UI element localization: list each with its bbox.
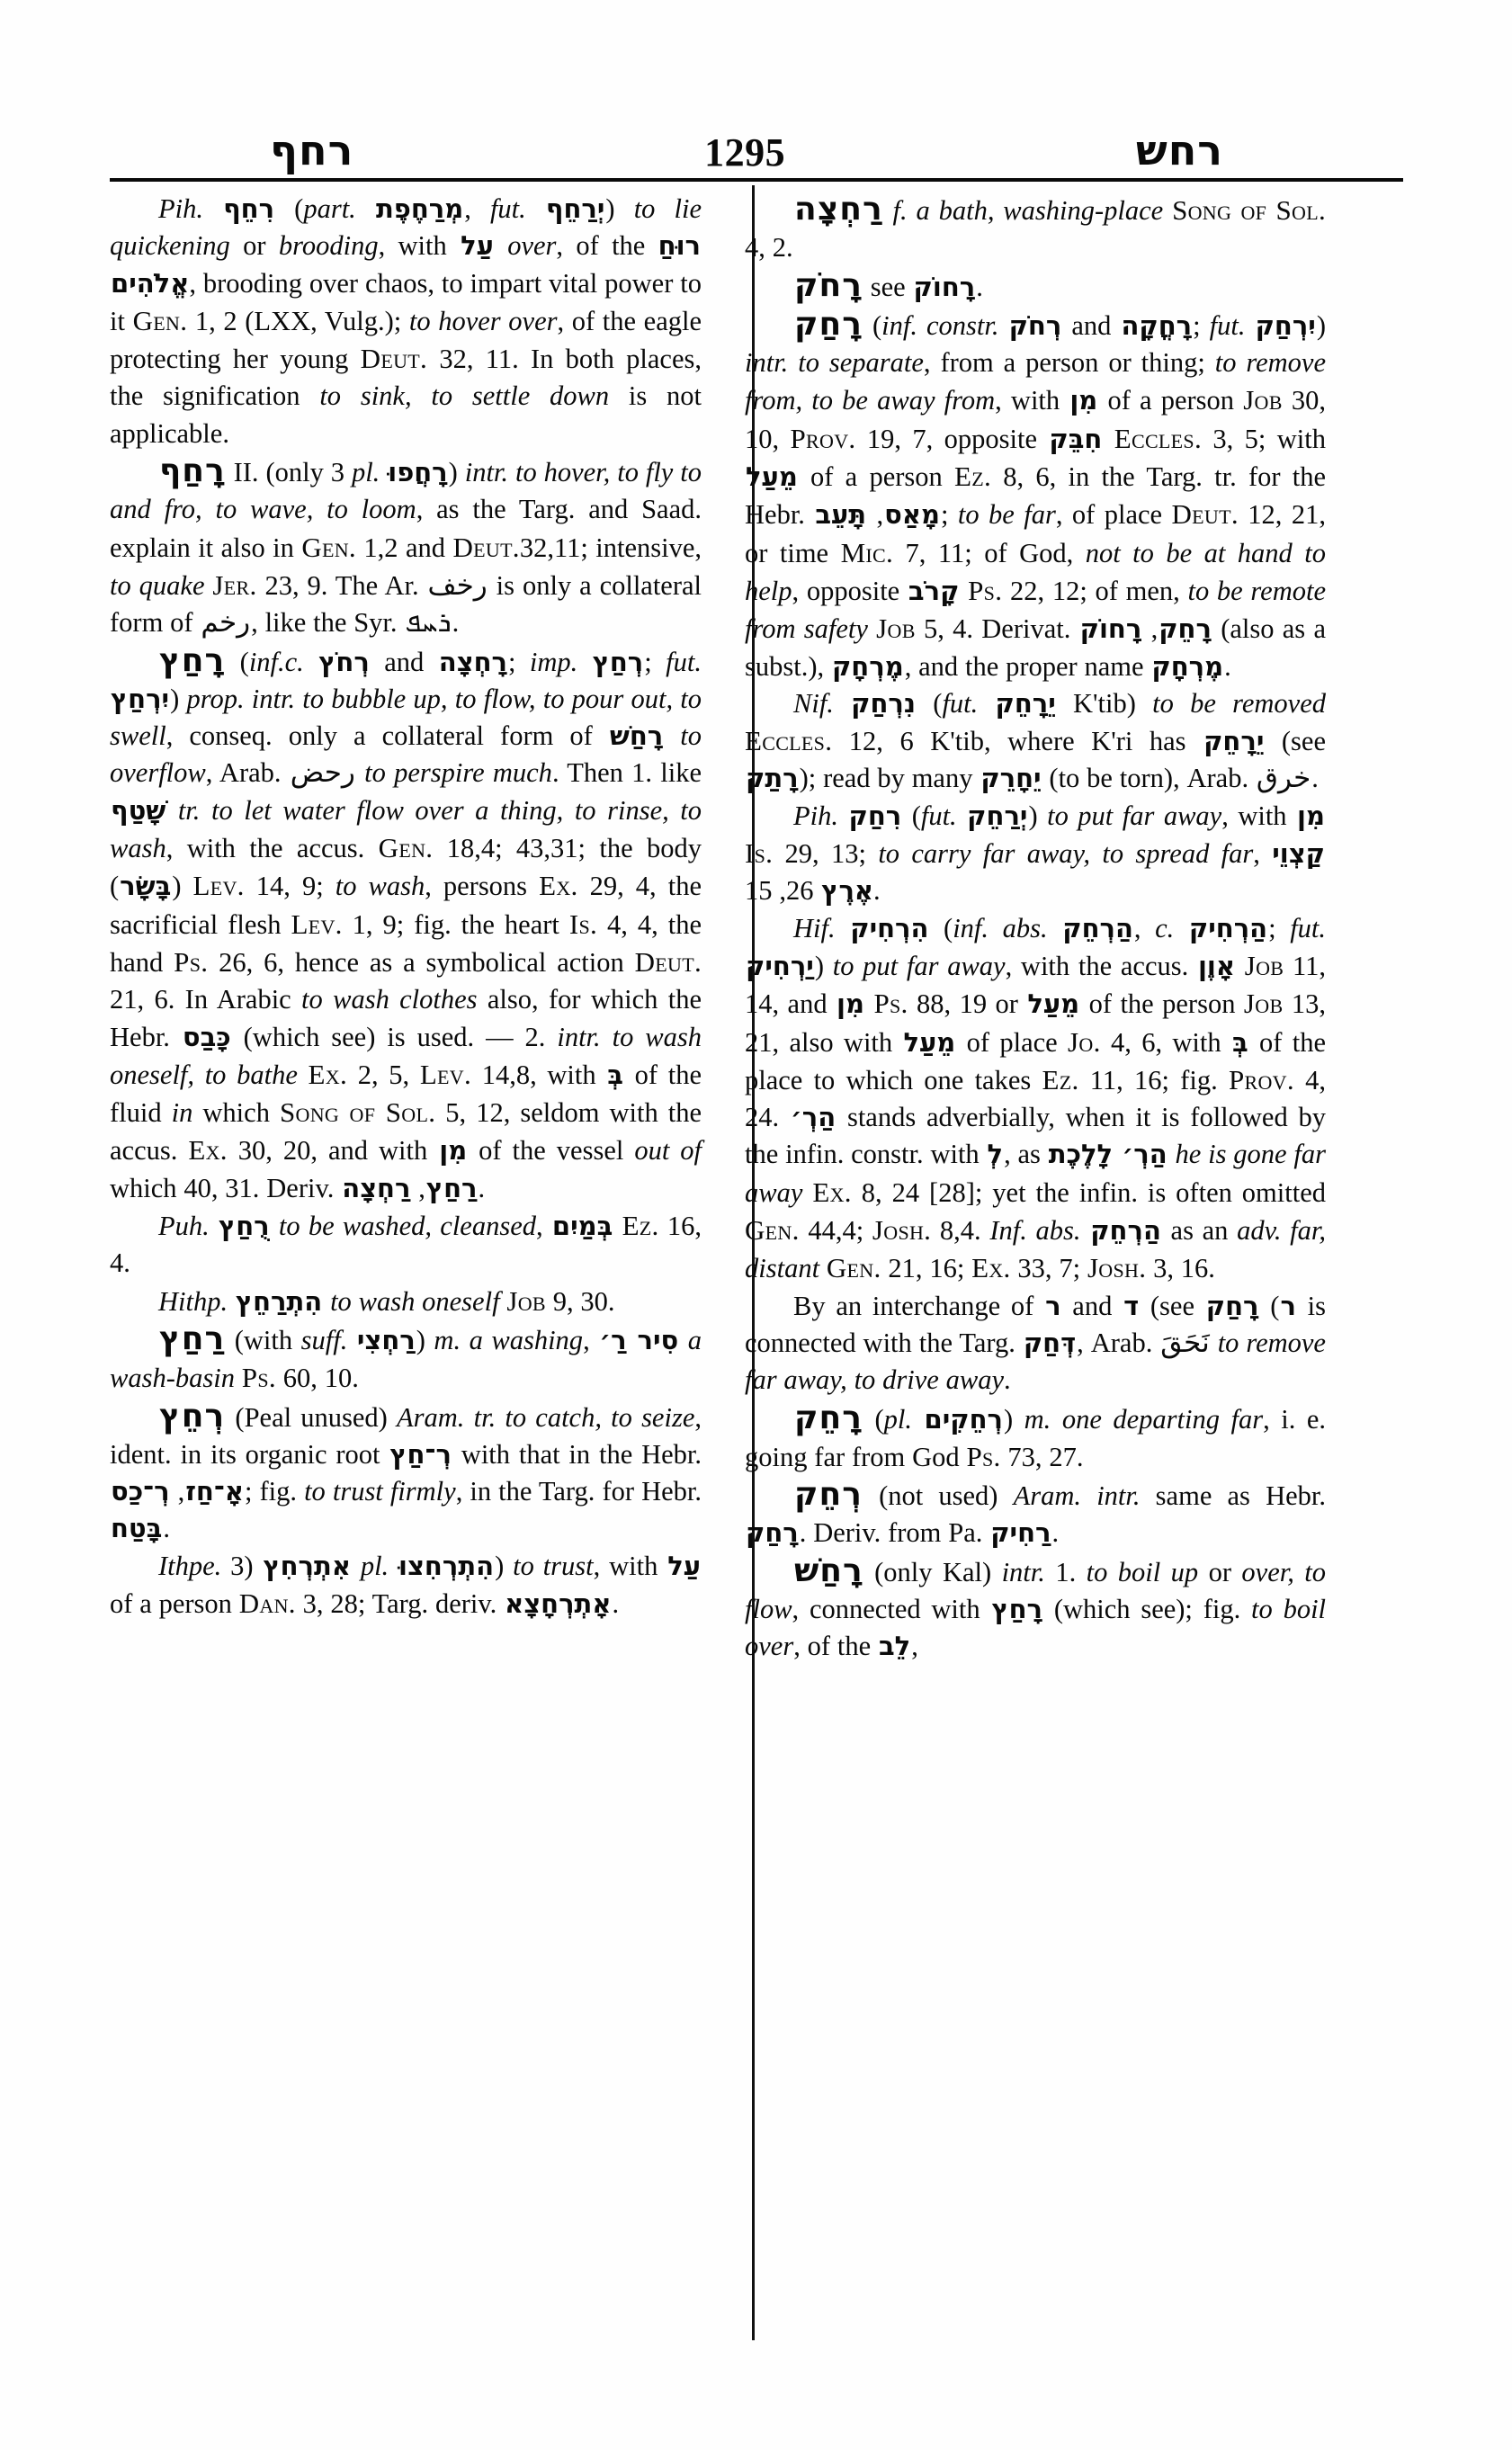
dictionary-entry: Nif. נִרְחַק (fut. יֵרָחֵק K'tib) to be removed Eccles. 12, 6 K'tib, where K'ri has יֵרָחֵק (see רָתַק); read by many יֵחָרֵק (to be torn), Arab. خرق. xyxy=(745,687,1327,795)
page-number: 1295 xyxy=(704,130,786,174)
column-right xyxy=(718,191,1326,2349)
column-left xyxy=(110,191,718,2349)
header-rule xyxy=(110,178,1403,182)
running-head-left-hebrew: רחף xyxy=(270,126,354,174)
body-columns xyxy=(110,191,1403,2349)
running-head xyxy=(108,106,1403,174)
dictionary-entry: רָחַץ (inf.c. רְחֹץ and רָחְצָה; imp. רְחַץ; fut. יִרְחַץ) prop. intr. to bubble up, to flow, to pour out, to swell, conseq. only a collateral form of רָחַשׁ to overflow, Arab. رحض to perspire much. Then 1. like שָׁטַף tr. to let water flow over a thing, to rinse, to wash, with the accus. Gen. 18,4; 43,31; the body (בָּשָׂר) Lev. 14, 9; to wash, persons Ex. 29, 4, the sacrificial flesh Lev. 1, 9; fig. the heart Is. 4, 4, the hand Ps. 26, 6, hence as a symbolical action Deut. 21, 6. In Arabic to wash clothes also, for which the Hebr. כָּבַס (which see) is used. — 2. intr. to wash oneself, to bathe Ex. 2, 5, Lev. 14,8, with בְּ of the fluid in which Song of Sol. 5, 12, seldom with the accus. Ex. 30, 20, and with מִן of the vessel out of which 40, 31. Deriv. רַחַץ, רַחְצָה . xyxy=(110,641,702,1203)
dictionary-entry: Pih. רִחֵף (part. מְרַחֶפֶת, fut. יְרַחֵף) to lie quickening or brooding, with עַל over, of the רוּחַ אֱלֹהִים, brooding over chaos, to impart vital power to it Gen. 1, 2 (LXX, Vulg.); to hover over, of the eagle protecting her young Deut. 32, 11. In both places, the signification to sink, to settle down is not applicable. xyxy=(110,193,702,449)
dictionary-entry: Hif. הִרְחִיק (inf. abs. הַרְחֵק, c. הַרְחִיק; fut. יַרְחִיק) to put far away, with the accus. אָוֶן Job 11, 14, and מִן Ps. 88, 19 or מֵעַל of the person Job 13, 21, also with מֵעַל of place Jo. 4, 6, with בְּ of the place to which one takes Ez. 11, 16; fig. Prov. 4, 24. הַרְ׳ stands adverbially, when it is followed by the infin. constr. with לְ, as הַרְ׳ לָלֶכֶת he is gone far away Ex. 8, 24 [28]; yet the infin. is often omitted Gen. 44,4; Josh. 8,4. Inf. abs. הַרְחֵק as an adv. far, distant Gen. 21, 16; Ex. 33, 7; Josh. 3, 16. xyxy=(745,912,1327,1284)
dictionary-entry: רָחַק (inf. constr. רְחֹק and רָחֳקָה; fut. יִרְחַק) intr. to separate, from a person or thing; to remove from, to be away from, with מִן of a person Job 30, 10, Prov. 19, 7, opposite חִבֵּק Eccles. 3, 5; with מֵעַל of a person Ez. 8, 6, in the Targ. tr. for the Hebr. מָאַס, תָּעֵב ; to be far, of place Deut. 12, 21, or time Mic. 7, 11; of God, not to be at hand to help, opposite קָרֹב Ps. 22, 12; of men, to be remote from safety Job 5, 4. Derivat. רָחֵק, רָחוֹק (also as a subst.), מֶרְחָק, and the proper name מֶרְחָק. xyxy=(745,305,1327,682)
dictionary-entry: רָחֹק see רָחוֹק. xyxy=(794,266,983,304)
dictionary-entry: רָחַשׁ (only Kal) intr. 1. to boil up or over, to flow, connected with רָחַץ (which see); fig. to boil over, of the לֵב, xyxy=(745,1551,1327,1662)
dictionary-entry: רָחֵק (pl. רְחֵקִים) m. one departing far, i. e. going far from God Ps. 73, 27. xyxy=(745,1399,1327,1472)
dictionary-entry: By an interchange of ר and ד (see ר) רָחַק is connected with the Targ. דְּחַק, Arab. نَحَقَ to remove far away, to drive away. xyxy=(745,1290,1327,1396)
dictionary-entry: רָחַף II. (only 3 pl. רָחֲפוּ) intr. to hover, to fly to and fro, to wave, to loom, as the Targ. and Saad. explain it also in Gen. 1,2 and Deut.32,11; intensive, to quake Jer. 23, 9. The Ar. رخف is only a collateral form of رخم, like the Syr. ܪܚܦ. xyxy=(110,452,702,639)
dictionary-entry: Hithp. הִתְרַחֵץ to wash oneself Job 9, 30. xyxy=(158,1284,615,1317)
dictionary-entry: רַחְצָה f. a bath, washing-place Song of Sol. 4, 2. xyxy=(745,191,1327,264)
dictionary-entry: רְחֵק (not used) Aram. intr. same as Hebr. רָחַק. Deriv. from Pa. רַחִיק. xyxy=(746,1476,1327,1549)
dictionary-entry: Ithpe. אִתְרְחִץ (3 pl. הִתְרְחִצוּ) to trust, with עַל of a person Dan. 3, 28; Targ. deriv. אָתְרְחָצָא. xyxy=(110,1550,702,1619)
dictionary-entry: Pih. רִחַק (fut. יְרַחֵק) to put far away, with מִן Is. 29, 13; to carry far away, to spread far, קַצְוֵי אֶרֶץ 26, 15. xyxy=(745,800,1325,907)
dictionary-entry: רְחֵץ (Peal unused) Aram. tr. to catch, to seize, ident. in its organic root רְ־חַץ with that in the Hebr. אָ־חַז, רְ־כַס ; fig. to trust firmly, in the Targ. for Hebr. בָּטַח. xyxy=(110,1397,702,1544)
dictionary-entry: Puh. רֻחַץ to be washed, cleansed, בְּמַיִם Ez. 16, 4. xyxy=(110,1210,702,1279)
running-head-right-hebrew: רחש xyxy=(1135,126,1223,174)
dictionary-entry: רַחַץ (with suff. רַחְצִי) m. a washing, סִיר רַ׳ a wash-basin Ps. 60, 10. xyxy=(110,1319,702,1394)
